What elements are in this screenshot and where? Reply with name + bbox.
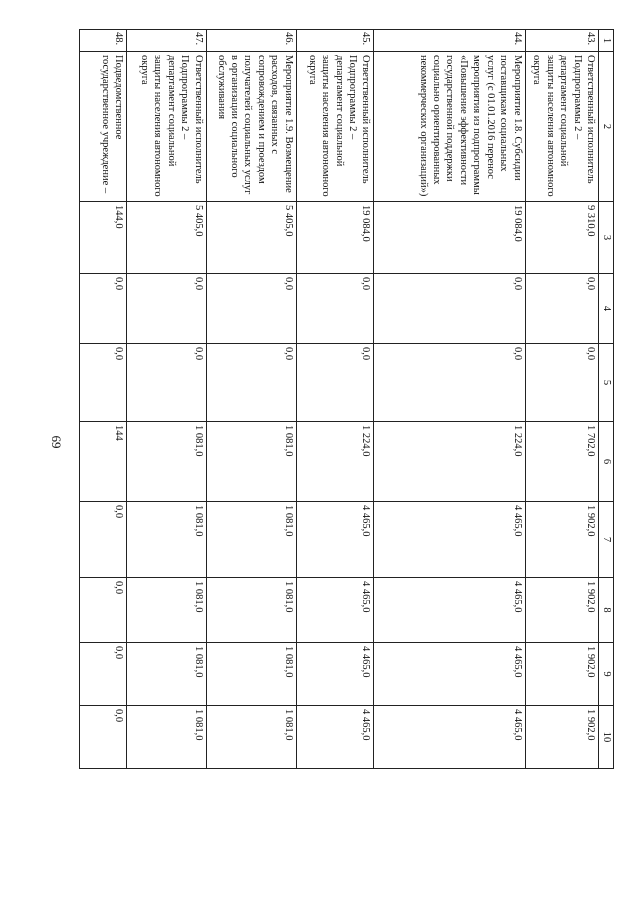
value-cell: 0,0 [374,344,525,422]
header-cell: 10 [599,706,614,769]
value-cell: 144,0 [80,202,127,274]
header-cell: 4 [599,274,614,344]
table-row [374,30,525,769]
value-cell: 1 702,0 [525,422,599,502]
value-cell: 4 465,0 [296,578,374,643]
value-cell: 1 081,0 [127,422,207,502]
row-number: 48. [80,30,127,52]
value-cell: 5 405,0 [127,202,207,274]
value-cell: 4 465,0 [374,706,525,769]
value-cell: 1 081,0 [206,422,296,502]
header-cell: 2 [599,52,614,202]
value-cell: 4 465,0 [296,706,374,769]
table-row [127,30,207,769]
header-cell: 7 [599,502,614,578]
value-cell: 1 081,0 [127,706,207,769]
page-number: 69 [49,435,64,449]
value-cell: 4 465,0 [296,502,374,578]
table-row [296,30,374,769]
row-name: Мероприятие 1.8. Субсидии поставщикам социальных услуг (с 01.01.2016 перенос мероприятия из подпрограммы «Повышение эффективности государственной поддержки социально ориентированных некоммерческих организаций») [374,52,525,202]
row-name: Подведомственное государственное учреждение – [80,52,127,202]
value-cell: 1 081,0 [127,502,207,578]
table-row [525,30,599,769]
row-number: 44. [374,30,525,52]
value-cell: 1 081,0 [206,502,296,578]
row-number: 46. [206,30,296,52]
value-cell: 0,0 [80,274,127,344]
header-cell: 9 [599,643,614,706]
row-number: 47. [127,30,207,52]
header-cell: 8 [599,578,614,643]
budget-table [79,29,614,769]
value-cell: 1 081,0 [206,578,296,643]
value-cell: 4 465,0 [374,578,525,643]
value-cell: 1 902,0 [525,706,599,769]
header-cell: 3 [599,202,614,274]
value-cell: 1 902,0 [525,643,599,706]
value-cell: 19 084,0 [374,202,525,274]
row-name: Ответственный исполнитель Подпрограммы 2 – департамент социальной защиты населения автономного округа [127,52,207,202]
value-cell: 0,0 [206,274,296,344]
value-cell: 9 310,0 [525,202,599,274]
value-cell: 1 224,0 [296,422,374,502]
row-number: 43. [525,30,599,52]
value-cell: 0,0 [127,344,207,422]
header-cell: 6 [599,422,614,502]
value-cell: 1 224,0 [374,422,525,502]
value-cell: 0,0 [206,344,296,422]
value-cell: 0,0 [525,274,599,344]
header-cell: 5 [599,344,614,422]
header-row [599,30,614,769]
value-cell: 4 465,0 [374,643,525,706]
value-cell: 19 084,0 [296,202,374,274]
value-cell: 0,0 [127,274,207,344]
value-cell: 144 [80,422,127,502]
table-row [206,30,296,769]
row-name: Ответственный исполнитель Подпрограммы 2 – департамент социальной защиты населения автономного округа [525,52,599,202]
value-cell: 0,0 [374,274,525,344]
value-cell: 1 081,0 [206,643,296,706]
value-cell: 0,0 [80,344,127,422]
value-cell: 1 902,0 [525,578,599,643]
value-cell: 0,0 [80,578,127,643]
value-cell: 0,0 [525,344,599,422]
value-cell: 1 081,0 [127,578,207,643]
value-cell: 1 902,0 [525,502,599,578]
value-cell: 0,0 [296,344,374,422]
value-cell: 0,0 [80,706,127,769]
budget-table-rotated [79,29,614,768]
value-cell: 0,0 [80,502,127,578]
value-cell: 0,0 [296,274,374,344]
row-number: 45. [296,30,374,52]
value-cell: 1 081,0 [206,706,296,769]
value-cell: 0,0 [80,643,127,706]
value-cell: 4 465,0 [374,502,525,578]
table-row [80,30,127,769]
header-cell: 1 [599,30,614,52]
row-name: Ответственный исполнитель Подпрограммы 2 – департамент социальной защиты населения автономного округа [296,52,374,202]
value-cell: 5 405,0 [206,202,296,274]
value-cell: 1 081,0 [127,643,207,706]
row-name: Мероприятие 1.9. Возмещение расходов, связанных с сопровождением и проездом получателей социальных услуг в организации социального обслуживания [206,52,296,202]
value-cell: 4 465,0 [296,643,374,706]
